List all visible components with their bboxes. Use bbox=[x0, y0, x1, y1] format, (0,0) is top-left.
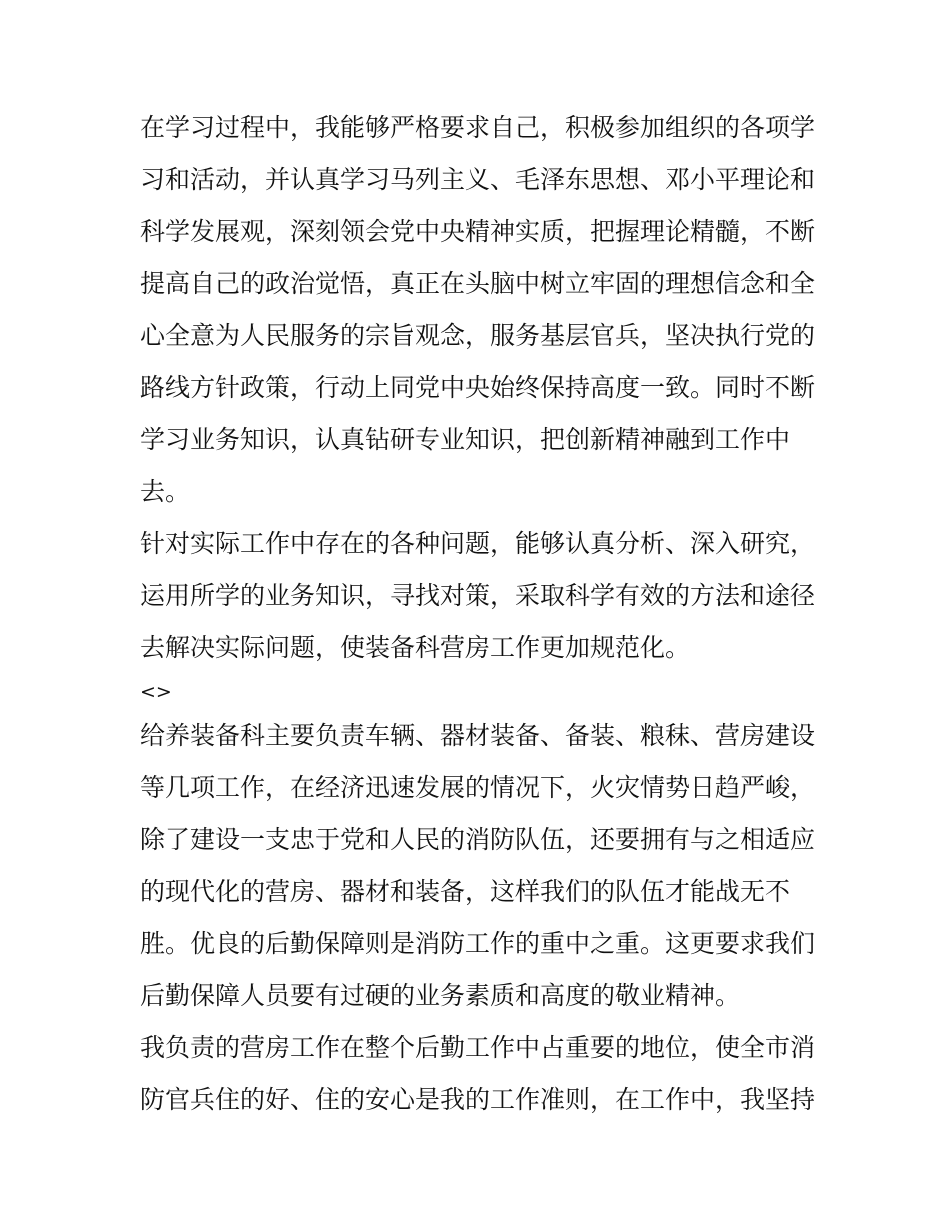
text-line: 学习业务知识，认真钻研专业知识，把创新精神融到工作中 bbox=[140, 425, 791, 454]
document-body bbox=[140, 102, 830, 1126]
text-line: 习和活动，并认真学习马列主义、毛泽东思想、邓小平理论和 bbox=[140, 165, 816, 194]
text-line: 运用所学的业务知识，寻找对策，采取科学有效的方法和途径 bbox=[140, 581, 816, 610]
text-line: 去解决实际问题，使装备科营房工作更加规范化。 bbox=[140, 633, 691, 662]
text-line: 胜。优良的后勤保障则是消防工作的重中之重。这更要求我们 bbox=[140, 929, 816, 958]
text-line: 等几项工作，在经济迅速发展的情况下，火灾情势日趋严峻， bbox=[140, 773, 816, 802]
text-line: 针对实际工作中存在的各种问题，能够认真分析、深入研究， bbox=[140, 529, 816, 558]
text-line: 除了建设一支忠于党和人民的消防队伍，还要拥有与之相适应 bbox=[140, 825, 816, 854]
text-line: 防官兵住的好、住的安心是我的工作准则，在工作中，我坚持 bbox=[140, 1085, 816, 1114]
text-line: 后勤保障人员要有过硬的业务素质和高度的敬业精神。 bbox=[140, 981, 741, 1010]
section-marker: <> bbox=[140, 681, 172, 703]
text-line: 我负责的营房工作在整个后勤工作中占重要的地位，使全市消 bbox=[140, 1033, 816, 1062]
text-line: 心全意为人民服务的宗旨观念，服务基层官兵，坚决执行党的 bbox=[140, 321, 816, 350]
text-line: 路线方针政策，行动上同党中央始终保持高度一致。同时不断 bbox=[140, 373, 816, 402]
text-line: 提高自己的政治觉悟，真正在头脑中树立牢固的理想信念和全 bbox=[140, 269, 816, 298]
text-line: 的现代化的营房、器材和装备，这样我们的队伍才能战无不 bbox=[140, 877, 791, 906]
text-line: 给养装备科主要负责车辆、器材装备、备装、粮秣、营房建设 bbox=[140, 721, 816, 750]
text-line: 在学习过程中，我能够严格要求自己，积极参加组织的各项学 bbox=[140, 113, 816, 142]
text-line: 科学发展观，深刻领会党中央精神实质，把握理论精髓，不断 bbox=[140, 217, 816, 246]
text-line: 去。 bbox=[140, 477, 191, 506]
